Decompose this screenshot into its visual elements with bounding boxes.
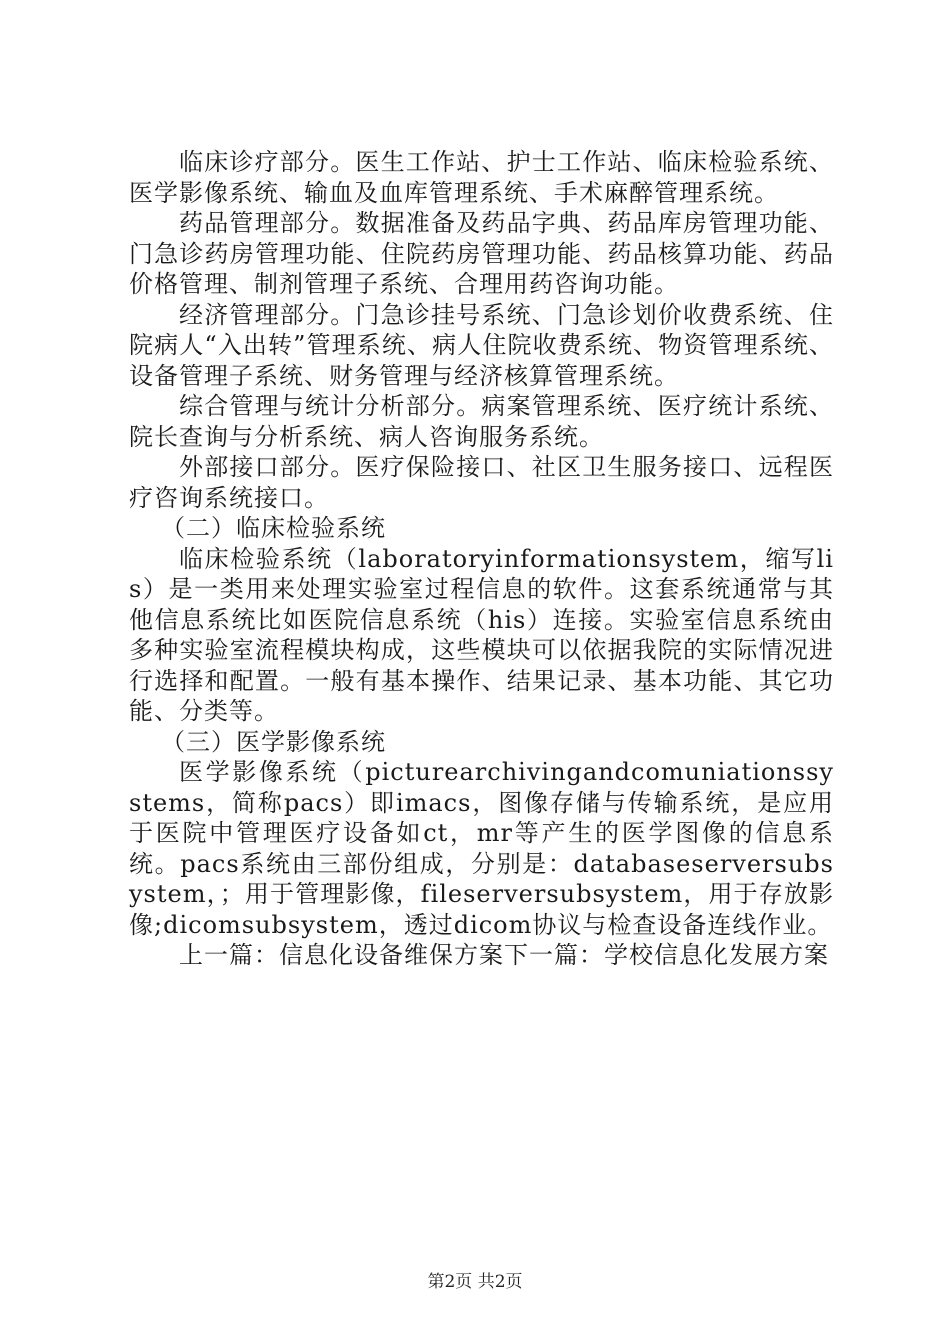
paragraph-pharmacy: 药品管理部分。数据准备及药品字典、药品库房管理功能、门急诊药房管理功能、住院药房管理功能、药品核算功能、药品价格管理、制剂管理子系统、合理用药咨询功能。 [129,209,834,298]
section-heading-pacs: （三）医学影像系统 [161,727,386,756]
document-body [129,147,834,971]
paragraph-statistics: 综合管理与统计分析部分。病案管理系统、医疗统计系统、院长查询与分析系统、病人咨询服务系统。 [129,392,834,451]
section-heading-lis: （二）临床检验系统 [161,514,386,542]
paragraph-navigation: 上一篇：信息化设备维保方案下一篇：学校信息化发展方案 [179,941,829,969]
page-footer: 第2页 共2页 [427,1272,523,1292]
paragraph-external-interface: 外部接口部分。医疗保险接口、社区卫生服务接口、远程医疗咨询系统接口。 [129,453,834,512]
paragraph-economic: 经济管理部分。门急诊挂号系统、门急诊划价收费系统、住院病人“入出转”管理系统、病人住院收费系统、物资管理系统、设备管理子系统、财务管理与经济核算管理系统。 [129,300,834,390]
paragraph-clinical: 临床诊疗部分。医生工作站、护士工作站、临床检验系统、医学影像系统、输血及血库管理系统、手术麻醉管理系统。 [129,148,834,207]
paragraph-pacs: 医学影像系统（picturearchivingandcomuniationssystems，简称pacs）即imacs，图像存储与传输系统，是应用于医院中管理医疗设备如ct，mr等产生的医学图像的信息系统。pacs系统由三部份组成，分别是：databaseserversubsystem，；用于管理影像，fileserversubsystem，用于存放影像;dicomsubsystem，透过dicom协议与检查设备连线作业。 [129,758,834,939]
paragraph-lis: 临床检验系统（laboratoryinformationsystem，缩写lis）是一类用来处理实验室过程信息的软件。这套系统通常与其他信息系统比如医院信息系统（his）连接。实验室信息系统由多种实验室流程模块构成，这些模块可以依据我院的实际情况进行选择和配置。一般有基本操作、结果记录、基本功能、其它功能、分类等。 [129,544,834,725]
